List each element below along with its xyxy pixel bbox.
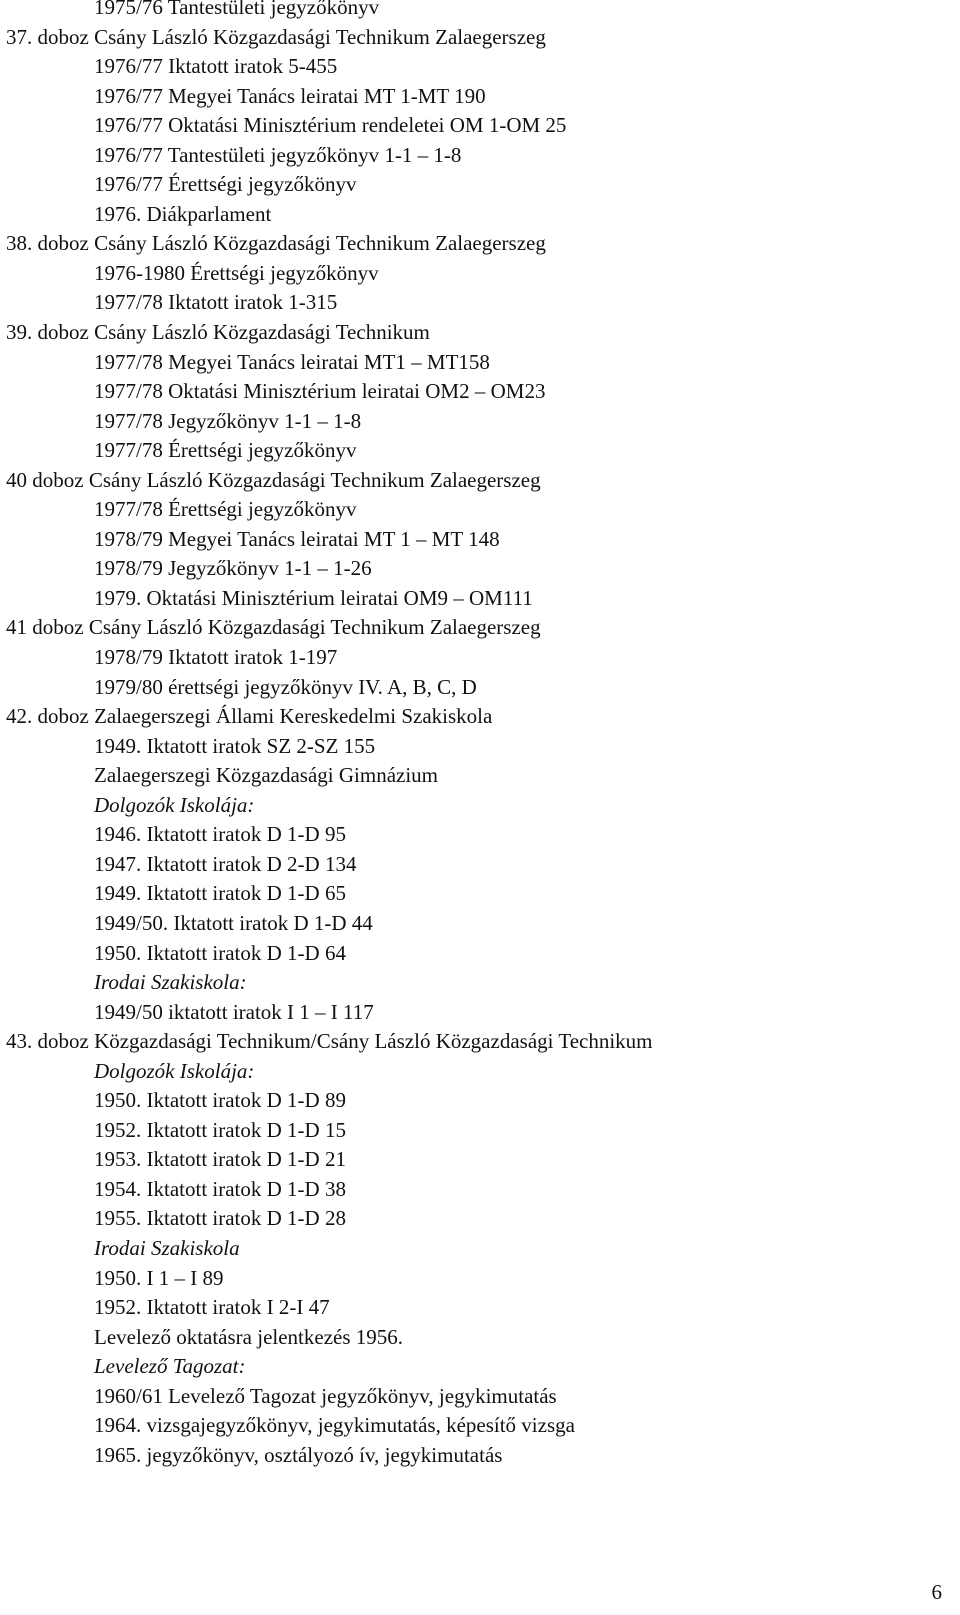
box-heading: 42. doboz Zalaegerszegi Állami Kereskedelmi Szakiskola [6,704,493,729]
record-entry: 1977/78 Iktatott iratok 1-315 [94,290,338,315]
section-subheading: Irodai Szakiskola [94,1235,240,1260]
record-entry: 1976/77 Oktatási Minisztérium rendeletei OM 1-OM 25 [94,113,567,138]
record-entry: 1950. I 1 – I 89 [94,1265,224,1290]
section-subheading: Levelező Tagozat: [94,1354,246,1379]
record-entry: 1964. vizsgajegyzőkönyv, jegykimutatás, képesítő vizsga [94,1413,575,1438]
record-entry: 1976/77 Tantestületi jegyzőkönyv 1-1 – 1-8 [94,142,462,167]
record-entry: 1949/50 iktatott iratok I 1 – I 117 [94,999,374,1024]
record-entry: 1952. Iktatott iratok D 1-D 15 [94,1117,346,1142]
section-subheading: Dolgozók Iskolája: [94,1058,255,1083]
record-entry: 1978/79 Megyei Tanács leiratai MT 1 – MT 148 [94,526,500,551]
record-entry: 1965. jegyzőkönyv, osztályozó ív, jegykimutatás [94,1442,503,1467]
record-entry: 1979. Oktatási Minisztérium leiratai OM9 – OM111 [94,585,533,610]
record-entry: 1949/50. Iktatott iratok D 1-D 44 [94,910,373,935]
section-subheading: Dolgozók Iskolája: [94,792,255,817]
record-entry: 1976. Diákparlament [94,201,272,226]
record-entry: 1975/76 Tantestületi jegyzőkönyv [94,0,380,19]
box-heading: 41 doboz Csány László Közgazdasági Technikum Zalaegerszeg [6,615,541,640]
record-entry: 1976/77 Érettségi jegyzőkönyv [94,172,357,197]
record-entry: 1976/77 Iktatott iratok 5-455 [94,54,338,79]
record-entry: 1977/78 Oktatási Minisztérium leiratai OM2 – OM23 [94,379,546,404]
section-subheading: Irodai Szakiskola: [94,970,247,995]
record-entry: 1977/78 Jegyzőkönyv 1-1 – 1-8 [94,408,362,433]
box-heading: 37. doboz Csány László Közgazdasági Technikum Zalaegerszeg [6,24,546,49]
record-entry: 1949. Iktatott iratok SZ 2-SZ 155 [94,733,376,758]
box-heading: 43. doboz Közgazdasági Technikum/Csány László Közgazdasági Technikum [6,1029,653,1054]
record-entry: 1952. Iktatott iratok I 2-I 47 [94,1295,330,1320]
record-entry: 1977/78 Érettségi jegyzőkönyv [94,497,357,522]
record-entry: 1946. Iktatott iratok D 1-D 95 [94,822,346,847]
box-heading: 38. doboz Csány László Közgazdasági Technikum Zalaegerszeg [6,231,546,256]
record-entry: Zalaegerszegi Közgazdasági Gimnázium [94,763,439,788]
record-entry: 1977/78 Érettségi jegyzőkönyv [94,438,357,463]
record-entry: 1978/79 Jegyzőkönyv 1-1 – 1-26 [94,556,372,581]
record-entry: 1953. Iktatott iratok D 1-D 21 [94,1147,346,1172]
record-entry: 1977/78 Megyei Tanács leiratai MT1 – MT158 [94,349,490,374]
box-heading: 40 doboz Csány László Közgazdasági Technikum Zalaegerszeg [6,467,541,492]
record-entry: 1949. Iktatott iratok D 1-D 65 [94,881,346,906]
record-entry: 1979/80 érettségi jegyzőkönyv IV. A, B, C, D [94,674,477,699]
record-entry: 1950. Iktatott iratok D 1-D 64 [94,940,346,965]
record-entry: 1950. Iktatott iratok D 1-D 89 [94,1088,346,1113]
box-heading: 39. doboz Csány László Közgazdasági Technikum [6,320,430,345]
record-entry: 1976-1980 Érettségi jegyzőkönyv [94,260,379,285]
record-entry: 1955. Iktatott iratok D 1-D 28 [94,1206,346,1231]
record-entry: 1976/77 Megyei Tanács leiratai MT 1-MT 190 [94,83,486,108]
record-entry: 1947. Iktatott iratok D 2-D 134 [94,851,357,876]
record-entry: 1954. Iktatott iratok D 1-D 38 [94,1176,346,1201]
page-number: 6 [931,1580,942,1604]
record-entry: 1960/61 Levelező Tagozat jegyzőkönyv, jegykimutatás [94,1383,557,1408]
record-entry: 1978/79 Iktatott iratok 1-197 [94,645,338,670]
record-entry: Levelező oktatásra jelentkezés 1956. [94,1324,404,1349]
